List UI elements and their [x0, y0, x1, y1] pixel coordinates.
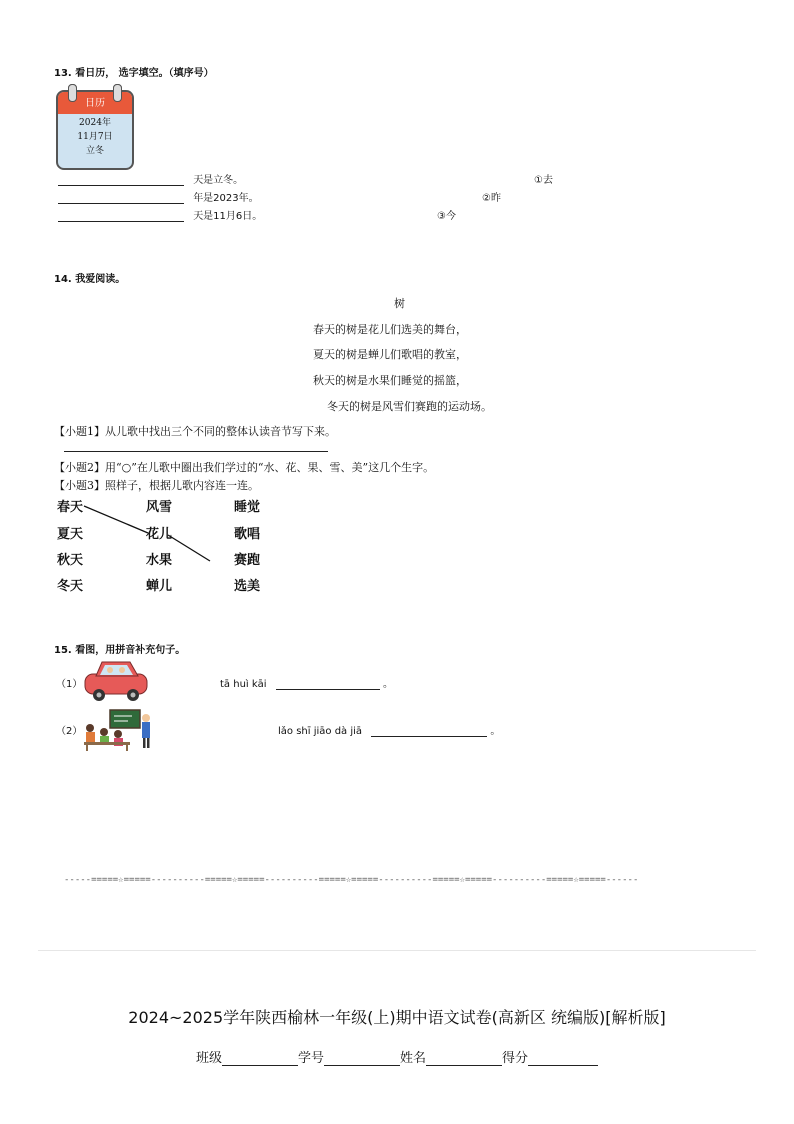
- q13-option-1: ①去: [534, 175, 553, 186]
- q15-item2-row: [278, 722, 500, 737]
- answer-blank[interactable]: [276, 678, 380, 690]
- name-field[interactable]: [426, 1051, 502, 1066]
- student-info-row: [0, 1047, 794, 1066]
- match-line-2: [168, 535, 210, 561]
- match-col1-3[interactable]: 冬天: [57, 579, 84, 594]
- q15-item1-pinyin: tā huì kāi: [220, 679, 267, 690]
- poem-line-2: 夏天的树是蝉儿们歌唱的教室，: [313, 348, 467, 361]
- id-label: 学号: [297, 1051, 324, 1066]
- classroom-image: [82, 708, 154, 752]
- exam-title: 2024~2025学年陕西榆林一年级(上)期中语文试卷(高新区 统编版)[解析版]: [128, 1008, 666, 1027]
- match-col1-1[interactable]: 夏天: [57, 527, 84, 542]
- poem-line-3: 秋天的树是水果们睡觉的摇篮，: [313, 374, 467, 387]
- name-label: 姓名: [400, 1051, 427, 1066]
- q14-title: 14. 我爱阅读。: [54, 274, 126, 285]
- q14-sub1: 【小题1】从儿歌中找出三个不同的整体认读音节写下来。: [54, 425, 336, 438]
- calendar-year: 2024年: [79, 118, 111, 128]
- class-field[interactable]: [222, 1051, 298, 1066]
- q13-line-2-text: 年是2023年。: [193, 193, 259, 204]
- q15-item2-num: （2）: [56, 726, 83, 737]
- q15-item1-row: [220, 675, 393, 690]
- q13-option-2: ②昨: [482, 193, 501, 204]
- match-col3-1[interactable]: 歌唱: [234, 527, 261, 542]
- q15-title: 15. 看图，用拼音补充句子。: [54, 645, 186, 656]
- q14-sub2: 【小题2】用“○”在儿歌中圈出我们学过的“水、花、果、雪、美”这几个生字。: [54, 461, 435, 474]
- answer-blank[interactable]: [371, 725, 487, 737]
- q15-item2-pinyin: lǎo shī jiāo dà jiā: [278, 726, 363, 737]
- match-col3-2[interactable]: 赛跑: [234, 553, 261, 568]
- car-driving-image: [82, 658, 150, 704]
- q15-item1-num: （1）: [56, 679, 83, 690]
- q13-line-1-text: 天是立冬。: [193, 175, 244, 186]
- calendar-date: 11月7日: [77, 132, 113, 142]
- q15-item1-end: 。: [382, 679, 393, 690]
- calendar-header: 日历: [58, 92, 132, 114]
- match-col1-2[interactable]: 秋天: [57, 553, 84, 568]
- match-col1-0[interactable]: 春天: [57, 500, 84, 515]
- match-line-1: [84, 506, 148, 533]
- score-field[interactable]: [528, 1051, 598, 1066]
- calendar-term: 立冬: [85, 146, 104, 156]
- id-field[interactable]: [324, 1051, 400, 1066]
- decorative-separator: -----=====☆=====----------=====☆=====----------=====☆=====----------=====☆=====----------=====☆=====------: [64, 875, 639, 885]
- match-col2-0[interactable]: 风雪: [146, 500, 173, 515]
- match-col3-3[interactable]: 选美: [234, 579, 261, 594]
- example-match-lines: [0, 0, 300, 600]
- page-divider: [38, 950, 756, 951]
- score-label: 得分: [502, 1051, 529, 1066]
- q13-title: 13. 看日历， 选字填空。（填序号）: [54, 68, 214, 79]
- class-label: 班级: [195, 1051, 222, 1066]
- poem-line-4: 冬天的树是风雪们赛跑的运动场。: [327, 400, 492, 413]
- poem-title: 树: [394, 297, 405, 310]
- q13-line-3-text: 天是11月6日。: [193, 211, 263, 222]
- q13-option-3: ③今: [437, 211, 456, 222]
- match-col3-0[interactable]: 睡觉: [234, 500, 261, 515]
- q14-sub3: 【小题3】照样子，根据儿歌内容连一连。: [54, 479, 259, 492]
- match-col2-1[interactable]: 花儿: [146, 527, 173, 542]
- q15-item2-end: 。: [490, 726, 501, 737]
- match-col2-2[interactable]: 水果: [146, 553, 173, 568]
- match-col2-3[interactable]: 蝉儿: [146, 579, 173, 594]
- poem-line-1: 春天的树是花儿们选美的舞台，: [313, 323, 467, 336]
